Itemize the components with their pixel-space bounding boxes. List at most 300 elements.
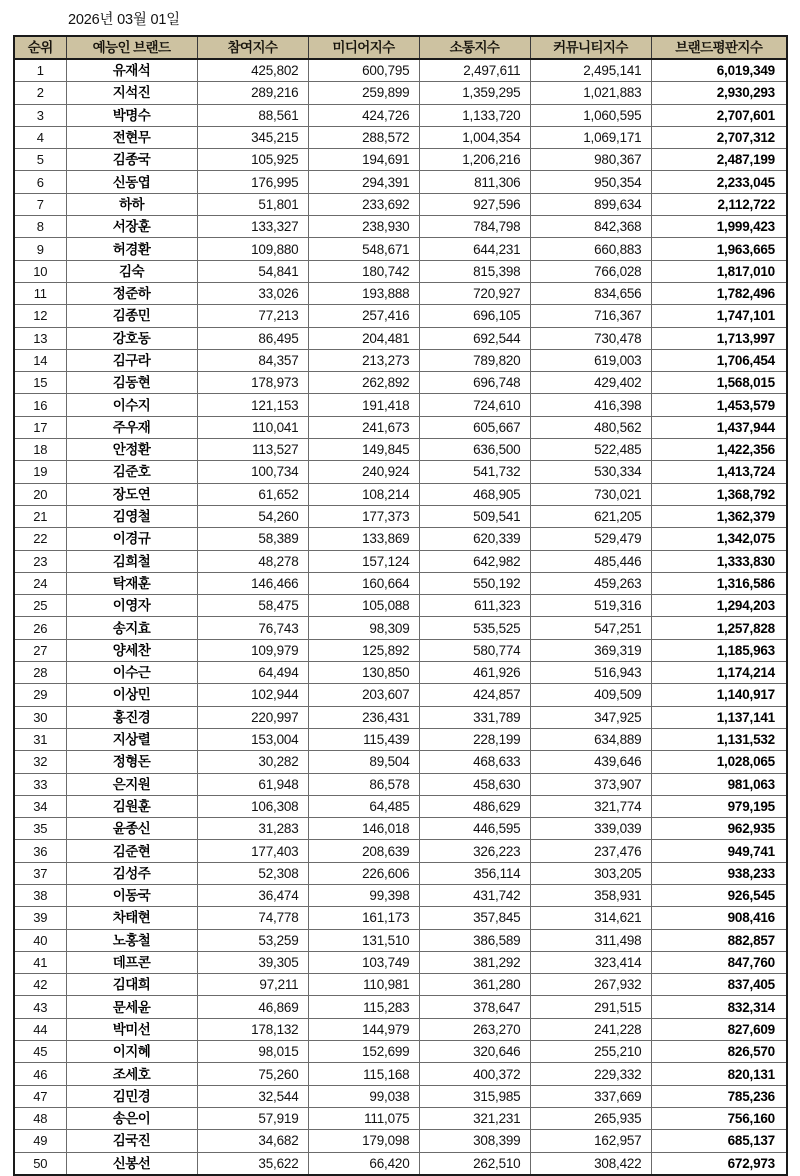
cell-communication-index: 605,667: [419, 416, 530, 438]
cell-brand-name: 이상민: [66, 684, 197, 706]
cell-rank: 31: [14, 728, 66, 750]
cell-media-index: 191,418: [308, 394, 419, 416]
cell-participation-index: 102,944: [197, 684, 308, 706]
cell-community-index: 480,562: [530, 416, 651, 438]
table-row: [14, 483, 787, 505]
cell-communication-index: 784,798: [419, 216, 530, 238]
cell-rank: 30: [14, 706, 66, 728]
cell-brand-reputation-index: 1,368,792: [651, 483, 787, 505]
cell-communication-index: 468,633: [419, 751, 530, 773]
cell-brand-name: 양세찬: [66, 639, 197, 661]
cell-brand-name: 은지원: [66, 773, 197, 795]
table-row: [14, 550, 787, 572]
cell-brand-reputation-index: 1,713,997: [651, 327, 787, 349]
cell-participation-index: 86,495: [197, 327, 308, 349]
table-row: [14, 1018, 787, 1040]
cell-brand-reputation-index: 1,747,101: [651, 305, 787, 327]
cell-brand-reputation-index: 1,342,075: [651, 528, 787, 550]
cell-rank: 38: [14, 884, 66, 906]
table-row: [14, 238, 787, 260]
cell-participation-index: 64,494: [197, 662, 308, 684]
cell-brand-reputation-index: 2,233,045: [651, 171, 787, 193]
cell-communication-index: 228,199: [419, 728, 530, 750]
cell-rank: 18: [14, 439, 66, 461]
cell-rank: 23: [14, 550, 66, 572]
cell-rank: 7: [14, 193, 66, 215]
cell-community-index: 716,367: [530, 305, 651, 327]
table-row: [14, 884, 787, 906]
cell-rank: 29: [14, 684, 66, 706]
cell-communication-index: 357,845: [419, 907, 530, 929]
table-row: [14, 372, 787, 394]
cell-brand-name: 전현무: [66, 126, 197, 148]
cell-participation-index: 106,308: [197, 795, 308, 817]
cell-communication-index: 315,985: [419, 1085, 530, 1107]
cell-participation-index: 110,041: [197, 416, 308, 438]
cell-media-index: 179,098: [308, 1130, 419, 1152]
table-row: [14, 327, 787, 349]
cell-brand-name: 김종민: [66, 305, 197, 327]
column-header-brand: 예능인 브랜드: [66, 36, 197, 59]
table-row: [14, 572, 787, 594]
cell-media-index: 233,692: [308, 193, 419, 215]
cell-communication-index: 811,306: [419, 171, 530, 193]
cell-brand-name: 이동국: [66, 884, 197, 906]
cell-participation-index: 77,213: [197, 305, 308, 327]
cell-media-index: 208,639: [308, 840, 419, 862]
cell-brand-name: 김준호: [66, 461, 197, 483]
cell-community-index: 621,205: [530, 505, 651, 527]
cell-media-index: 125,892: [308, 639, 419, 661]
cell-communication-index: 580,774: [419, 639, 530, 661]
cell-rank: 22: [14, 528, 66, 550]
cell-brand-reputation-index: 1,174,214: [651, 662, 787, 684]
cell-communication-index: 550,192: [419, 572, 530, 594]
cell-rank: 21: [14, 505, 66, 527]
cell-community-index: 265,935: [530, 1107, 651, 1129]
cell-media-index: 236,431: [308, 706, 419, 728]
cell-brand-reputation-index: 1,294,203: [651, 595, 787, 617]
table-row: [14, 394, 787, 416]
table-row: [14, 59, 787, 82]
cell-brand-reputation-index: 938,233: [651, 862, 787, 884]
cell-rank: 11: [14, 282, 66, 304]
table-row: [14, 773, 787, 795]
cell-media-index: 110,981: [308, 974, 419, 996]
cell-communication-index: 461,926: [419, 662, 530, 684]
cell-brand-name: 주우재: [66, 416, 197, 438]
table-row: [14, 684, 787, 706]
cell-communication-index: 2,497,611: [419, 59, 530, 82]
cell-participation-index: 177,403: [197, 840, 308, 862]
cell-community-index: 255,210: [530, 1041, 651, 1063]
cell-brand-name: 신봉선: [66, 1152, 197, 1175]
cell-communication-index: 263,270: [419, 1018, 530, 1040]
cell-brand-reputation-index: 2,707,312: [651, 126, 787, 148]
cell-brand-name: 허경환: [66, 238, 197, 260]
table-row: [14, 305, 787, 327]
table-row: [14, 1107, 787, 1129]
cell-rank: 15: [14, 372, 66, 394]
cell-community-index: 323,414: [530, 951, 651, 973]
cell-brand-reputation-index: 882,857: [651, 929, 787, 951]
cell-media-index: 213,273: [308, 349, 419, 371]
cell-community-index: 373,907: [530, 773, 651, 795]
table-row: [14, 617, 787, 639]
cell-community-index: 291,515: [530, 996, 651, 1018]
cell-media-index: 600,795: [308, 59, 419, 82]
cell-communication-index: 468,905: [419, 483, 530, 505]
cell-communication-index: 262,510: [419, 1152, 530, 1175]
table-row: [14, 662, 787, 684]
cell-brand-name: 하하: [66, 193, 197, 215]
cell-rank: 19: [14, 461, 66, 483]
cell-communication-index: 321,231: [419, 1107, 530, 1129]
cell-media-index: 160,664: [308, 572, 419, 594]
cell-brand-reputation-index: 1,706,454: [651, 349, 787, 371]
cell-brand-reputation-index: 1,131,532: [651, 728, 787, 750]
cell-participation-index: 75,260: [197, 1063, 308, 1085]
cell-media-index: 144,979: [308, 1018, 419, 1040]
cell-community-index: 308,422: [530, 1152, 651, 1175]
table-row: [14, 260, 787, 282]
cell-participation-index: 109,979: [197, 639, 308, 661]
cell-brand-name: 신동엽: [66, 171, 197, 193]
cell-community-index: 314,621: [530, 907, 651, 929]
cell-media-index: 177,373: [308, 505, 419, 527]
cell-brand-reputation-index: 2,112,722: [651, 193, 787, 215]
cell-rank: 41: [14, 951, 66, 973]
cell-communication-index: 378,647: [419, 996, 530, 1018]
cell-participation-index: 153,004: [197, 728, 308, 750]
cell-community-index: 303,205: [530, 862, 651, 884]
cell-communication-index: 696,105: [419, 305, 530, 327]
cell-participation-index: 53,259: [197, 929, 308, 951]
cell-community-index: 237,476: [530, 840, 651, 862]
cell-media-index: 115,168: [308, 1063, 419, 1085]
cell-brand-reputation-index: 785,236: [651, 1085, 787, 1107]
cell-community-index: 358,931: [530, 884, 651, 906]
cell-media-index: 133,869: [308, 528, 419, 550]
cell-brand-reputation-index: 962,935: [651, 818, 787, 840]
table-row: [14, 216, 787, 238]
cell-rank: 36: [14, 840, 66, 862]
cell-brand-name: 송은이: [66, 1107, 197, 1129]
cell-brand-name: 데프콘: [66, 951, 197, 973]
cell-brand-name: 박미선: [66, 1018, 197, 1040]
table-row: [14, 193, 787, 215]
cell-participation-index: 98,015: [197, 1041, 308, 1063]
cell-rank: 42: [14, 974, 66, 996]
cell-communication-index: 611,323: [419, 595, 530, 617]
cell-communication-index: 541,732: [419, 461, 530, 483]
cell-media-index: 66,420: [308, 1152, 419, 1175]
table-row: [14, 706, 787, 728]
cell-participation-index: 289,216: [197, 82, 308, 104]
cell-communication-index: 927,596: [419, 193, 530, 215]
cell-rank: 1: [14, 59, 66, 82]
cell-community-index: 267,932: [530, 974, 651, 996]
cell-community-index: 485,446: [530, 550, 651, 572]
cell-brand-name: 김동현: [66, 372, 197, 394]
cell-communication-index: 326,223: [419, 840, 530, 862]
cell-community-index: 660,883: [530, 238, 651, 260]
cell-participation-index: 113,527: [197, 439, 308, 461]
cell-communication-index: 400,372: [419, 1063, 530, 1085]
column-header-total: 브랜드평판지수: [651, 36, 787, 59]
cell-participation-index: 32,544: [197, 1085, 308, 1107]
cell-brand-name: 이경규: [66, 528, 197, 550]
cell-media-index: 99,038: [308, 1085, 419, 1107]
table-row: [14, 82, 787, 104]
cell-participation-index: 54,260: [197, 505, 308, 527]
cell-media-index: 103,749: [308, 951, 419, 973]
cell-brand-reputation-index: 1,316,586: [651, 572, 787, 594]
cell-communication-index: 642,982: [419, 550, 530, 572]
cell-media-index: 262,892: [308, 372, 419, 394]
table-row: [14, 126, 787, 148]
cell-brand-reputation-index: 1,437,944: [651, 416, 787, 438]
cell-participation-index: 51,801: [197, 193, 308, 215]
cell-rank: 16: [14, 394, 66, 416]
cell-brand-name: 김민경: [66, 1085, 197, 1107]
cell-communication-index: 620,339: [419, 528, 530, 550]
cell-rank: 6: [14, 171, 66, 193]
table-row: [14, 149, 787, 171]
cell-community-index: 516,943: [530, 662, 651, 684]
cell-media-index: 86,578: [308, 773, 419, 795]
table-row: [14, 951, 787, 973]
cell-communication-index: 486,629: [419, 795, 530, 817]
cell-communication-index: 356,114: [419, 862, 530, 884]
cell-brand-reputation-index: 837,405: [651, 974, 787, 996]
cell-participation-index: 178,973: [197, 372, 308, 394]
cell-community-index: 337,669: [530, 1085, 651, 1107]
table-body: [14, 59, 787, 1175]
report-date-label: 2026년 03월 01일: [68, 12, 180, 28]
cell-media-index: 240,924: [308, 461, 419, 483]
cell-community-index: 1,069,171: [530, 126, 651, 148]
table-row: [14, 439, 787, 461]
cell-media-index: 424,726: [308, 104, 419, 126]
table-row: [14, 840, 787, 862]
cell-rank: 24: [14, 572, 66, 594]
cell-brand-name: 지석진: [66, 82, 197, 104]
table-row: [14, 461, 787, 483]
cell-brand-name: 노홍철: [66, 929, 197, 951]
cell-rank: 10: [14, 260, 66, 282]
cell-brand-reputation-index: 826,570: [651, 1041, 787, 1063]
column-header-community: 커뮤니티지수: [530, 36, 651, 59]
cell-media-index: 99,398: [308, 884, 419, 906]
cell-media-index: 226,606: [308, 862, 419, 884]
cell-media-index: 115,439: [308, 728, 419, 750]
cell-brand-reputation-index: 2,707,601: [651, 104, 787, 126]
cell-brand-name: 이영자: [66, 595, 197, 617]
cell-participation-index: 176,995: [197, 171, 308, 193]
cell-brand-reputation-index: 949,741: [651, 840, 787, 862]
cell-rank: 32: [14, 751, 66, 773]
cell-brand-name: 김구라: [66, 349, 197, 371]
cell-brand-reputation-index: 926,545: [651, 884, 787, 906]
cell-participation-index: 74,778: [197, 907, 308, 929]
cell-rank: 4: [14, 126, 66, 148]
cell-participation-index: 121,153: [197, 394, 308, 416]
cell-brand-reputation-index: 1,333,830: [651, 550, 787, 572]
cell-participation-index: 345,215: [197, 126, 308, 148]
cell-community-index: 439,646: [530, 751, 651, 773]
cell-community-index: 634,889: [530, 728, 651, 750]
cell-communication-index: 381,292: [419, 951, 530, 973]
cell-participation-index: 52,308: [197, 862, 308, 884]
cell-media-index: 89,504: [308, 751, 419, 773]
cell-brand-reputation-index: 672,973: [651, 1152, 787, 1175]
cell-participation-index: 58,475: [197, 595, 308, 617]
cell-communication-index: 331,789: [419, 706, 530, 728]
cell-communication-index: 720,927: [419, 282, 530, 304]
cell-rank: 45: [14, 1041, 66, 1063]
cell-community-index: 950,354: [530, 171, 651, 193]
table-row: [14, 282, 787, 304]
cell-communication-index: 308,399: [419, 1130, 530, 1152]
cell-communication-index: 815,398: [419, 260, 530, 282]
cell-community-index: 530,334: [530, 461, 651, 483]
cell-media-index: 241,673: [308, 416, 419, 438]
cell-brand-reputation-index: 2,930,293: [651, 82, 787, 104]
cell-brand-reputation-index: 1,453,579: [651, 394, 787, 416]
cell-brand-name: 조세호: [66, 1063, 197, 1085]
table-row: [14, 974, 787, 996]
cell-rank: 3: [14, 104, 66, 126]
cell-brand-reputation-index: 1,413,724: [651, 461, 787, 483]
cell-community-index: 980,367: [530, 149, 651, 171]
table-row: [14, 751, 787, 773]
cell-media-index: 288,572: [308, 126, 419, 148]
cell-participation-index: 76,743: [197, 617, 308, 639]
cell-brand-reputation-index: 908,416: [651, 907, 787, 929]
cell-participation-index: 109,880: [197, 238, 308, 260]
cell-participation-index: 61,948: [197, 773, 308, 795]
cell-brand-reputation-index: 1,140,917: [651, 684, 787, 706]
cell-community-index: 409,509: [530, 684, 651, 706]
cell-brand-name: 김숙: [66, 260, 197, 282]
cell-brand-reputation-index: 2,487,199: [651, 149, 787, 171]
cell-community-index: 1,021,883: [530, 82, 651, 104]
cell-community-index: 834,656: [530, 282, 651, 304]
cell-community-index: 241,228: [530, 1018, 651, 1040]
cell-brand-reputation-index: 827,609: [651, 1018, 787, 1040]
cell-media-index: 64,485: [308, 795, 419, 817]
cell-rank: 44: [14, 1018, 66, 1040]
table-row: [14, 171, 787, 193]
cell-community-index: 339,039: [530, 818, 651, 840]
cell-media-index: 257,416: [308, 305, 419, 327]
cell-community-index: 369,319: [530, 639, 651, 661]
column-header-communication: 소통지수: [419, 36, 530, 59]
cell-brand-reputation-index: 1,963,665: [651, 238, 787, 260]
cell-rank: 2: [14, 82, 66, 104]
column-header-media: 미디어지수: [308, 36, 419, 59]
cell-brand-name: 서장훈: [66, 216, 197, 238]
cell-communication-index: 458,630: [419, 773, 530, 795]
cell-brand-reputation-index: 1,568,015: [651, 372, 787, 394]
cell-rank: 28: [14, 662, 66, 684]
table-row: [14, 1041, 787, 1063]
cell-brand-name: 김국진: [66, 1130, 197, 1152]
cell-participation-index: 31,283: [197, 818, 308, 840]
cell-brand-name: 김희철: [66, 550, 197, 572]
cell-participation-index: 35,622: [197, 1152, 308, 1175]
cell-participation-index: 30,282: [197, 751, 308, 773]
cell-brand-reputation-index: 685,137: [651, 1130, 787, 1152]
cell-brand-reputation-index: 1,782,496: [651, 282, 787, 304]
cell-communication-index: 692,544: [419, 327, 530, 349]
table-header: [14, 36, 787, 59]
cell-participation-index: 58,389: [197, 528, 308, 550]
cell-communication-index: 320,646: [419, 1041, 530, 1063]
cell-media-index: 131,510: [308, 929, 419, 951]
cell-participation-index: 97,211: [197, 974, 308, 996]
cell-brand-name: 이지혜: [66, 1041, 197, 1063]
cell-media-index: 115,283: [308, 996, 419, 1018]
table-row: [14, 728, 787, 750]
cell-rank: 40: [14, 929, 66, 951]
cell-communication-index: 1,359,295: [419, 82, 530, 104]
cell-brand-name: 차태현: [66, 907, 197, 929]
cell-community-index: 730,478: [530, 327, 651, 349]
cell-community-index: 547,251: [530, 617, 651, 639]
cell-communication-index: 789,820: [419, 349, 530, 371]
cell-participation-index: 178,132: [197, 1018, 308, 1040]
table-row: [14, 1085, 787, 1107]
cell-brand-name: 김영철: [66, 505, 197, 527]
cell-communication-index: 696,748: [419, 372, 530, 394]
cell-participation-index: 33,026: [197, 282, 308, 304]
table-row: [14, 1152, 787, 1175]
cell-rank: 34: [14, 795, 66, 817]
cell-rank: 25: [14, 595, 66, 617]
table-row: [14, 795, 787, 817]
cell-media-index: 146,018: [308, 818, 419, 840]
cell-participation-index: 34,682: [197, 1130, 308, 1152]
cell-rank: 17: [14, 416, 66, 438]
table-row: [14, 907, 787, 929]
cell-community-index: 730,021: [530, 483, 651, 505]
cell-brand-name: 이수근: [66, 662, 197, 684]
cell-brand-name: 홍진경: [66, 706, 197, 728]
cell-media-index: 130,850: [308, 662, 419, 684]
cell-participation-index: 39,305: [197, 951, 308, 973]
cell-brand-reputation-index: 1,422,356: [651, 439, 787, 461]
column-header-rank: 순위: [14, 36, 66, 59]
cell-rank: 5: [14, 149, 66, 171]
cell-media-index: 259,899: [308, 82, 419, 104]
cell-community-index: 459,263: [530, 572, 651, 594]
cell-brand-name: 윤종신: [66, 818, 197, 840]
cell-rank: 47: [14, 1085, 66, 1107]
cell-rank: 43: [14, 996, 66, 1018]
cell-rank: 8: [14, 216, 66, 238]
cell-participation-index: 105,925: [197, 149, 308, 171]
cell-community-index: 842,368: [530, 216, 651, 238]
cell-brand-name: 김성주: [66, 862, 197, 884]
cell-brand-reputation-index: 979,195: [651, 795, 787, 817]
cell-brand-name: 장도연: [66, 483, 197, 505]
cell-rank: 9: [14, 238, 66, 260]
cell-rank: 49: [14, 1130, 66, 1152]
table-header-row: [14, 36, 787, 59]
cell-communication-index: 361,280: [419, 974, 530, 996]
